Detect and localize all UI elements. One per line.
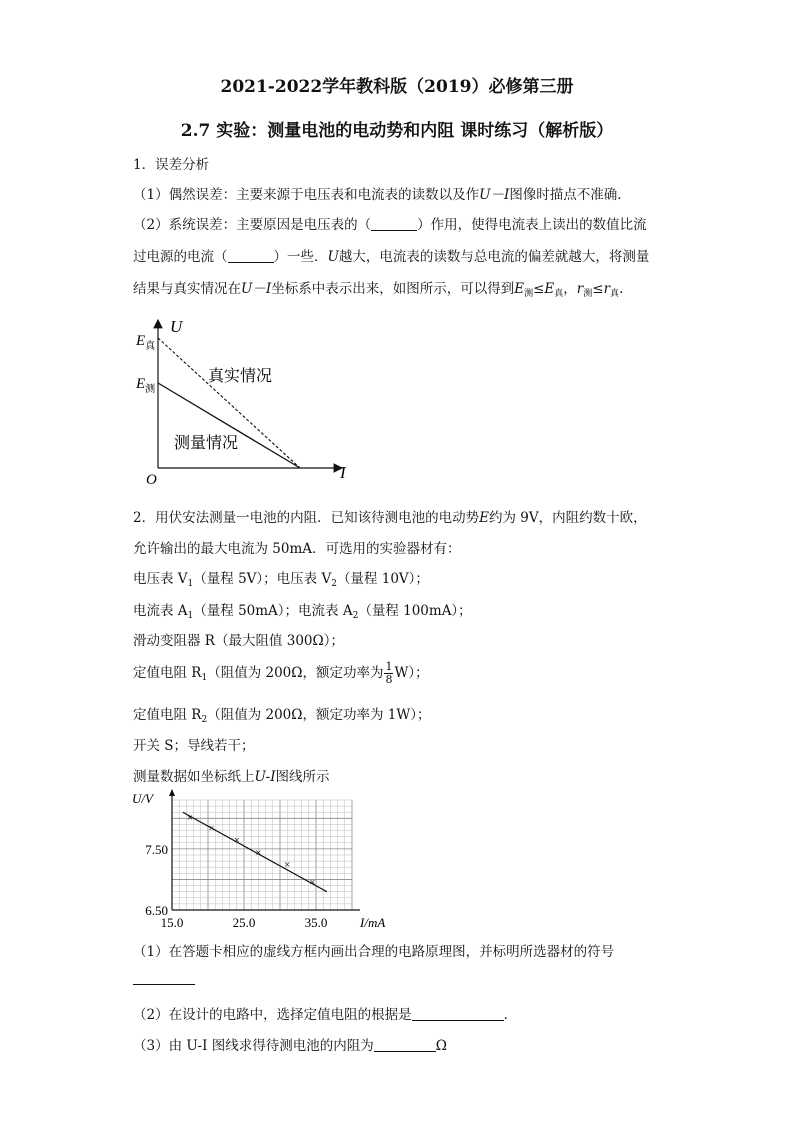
answer-blank-2[interactable] — [228, 248, 274, 263]
rel-op-1: ≤ — [533, 281, 545, 297]
q1-p1-tail: 图像时描点不准确． — [509, 187, 631, 203]
rel-sub-2: 真 — [554, 289, 564, 299]
ammeter-line: 电流表 $A_1$（量程 50mA）；电流表 $A_2$（量程 100mA）； — [133, 603, 472, 621]
rel-sym-2: E — [544, 281, 555, 297]
measured-case-label: 测量情况 — [174, 433, 239, 452]
ui-data-chart — [120, 788, 410, 936]
e-true-label: $E_真$ — [136, 333, 156, 352]
data-point: × — [309, 876, 316, 889]
q1-para-3 — [133, 245, 649, 265]
true-case-label: 真实情况 — [208, 366, 273, 385]
q1-para-4 — [133, 277, 623, 299]
rel-sub-1: 测 — [524, 289, 534, 299]
rel-sub-3: 测 — [583, 289, 593, 299]
q2-line1-a: 2．用伏安法测量一电池的内阻．已知该待测电池的电动势 — [133, 510, 480, 526]
q2-line2: 允许输出的最大电流为 50mA．可选用的实验器材有： — [133, 541, 461, 557]
x-tick-label: 25.0 — [232, 915, 256, 930]
q2-line1-b: 约为 9V，内阻约数十欧， — [488, 510, 647, 526]
y-axis-arrow — [169, 789, 175, 796]
rel-comma: ， — [563, 281, 577, 297]
rel-sym-4: r — [603, 281, 611, 297]
resistor-r2-line: 定值电阻 $R_2$（阻值为 200Ω，额定功率为 1W）； — [133, 707, 431, 725]
q1-p2-a: （2）系统误差：主要原因是电压表的（ — [133, 217, 372, 233]
q1-p1-var: U－I — [479, 187, 510, 203]
q1-heading: 1．误差分析 — [133, 157, 210, 173]
q1-p2-b: ）作用，使得电流表上读出的数值比流 — [417, 217, 647, 233]
x-tick-label: 35.0 — [304, 915, 328, 930]
ui-comparison-figure — [120, 308, 360, 488]
q2-line1 — [133, 506, 647, 526]
graph-intro: 测量数据如坐标纸上U-I图线所示 — [133, 769, 330, 785]
measured-line — [158, 383, 300, 468]
rheostat-line: 滑动变阻器 R（最大阻值 300Ω）； — [133, 633, 344, 649]
y-tick-label: 6.50 — [145, 903, 168, 918]
sub-question-3: （3）由 U-I 图线求得待测电池的内阻为 Ω — [133, 1038, 447, 1054]
y-tick-label: 7.50 — [145, 841, 168, 857]
q1-p3-var: U — [327, 249, 339, 265]
answer-blank-circuit[interactable] — [133, 984, 195, 985]
rel-sub-4: 真 — [610, 289, 620, 299]
power-fraction: $\frac{1}{8}$ — [385, 660, 393, 686]
x-tick-label: 15.0 — [160, 915, 184, 930]
q1-p3-a: 过电源的电流（ — [133, 249, 228, 265]
rel-op-2: ≤ — [592, 281, 604, 297]
chart-labels — [132, 791, 385, 930]
q1-para-2 — [133, 213, 647, 233]
rel-sym-1: E — [514, 281, 525, 297]
data-point: × — [284, 859, 291, 872]
q1-p3-b: ）一些． — [273, 249, 328, 265]
voltmeter-line: 电压表 $V_1$（量程 5V）；电压表 $V_2$（量程 10V）； — [133, 571, 429, 589]
doc-title-line1: 2021-2022学年教科版（2019）必修第三册 — [220, 77, 574, 97]
q1-p4-a: 结果与真实情况在 — [133, 281, 241, 297]
answer-blank-4[interactable] — [374, 1037, 436, 1052]
answer-blank-3[interactable] — [412, 1006, 504, 1021]
q1-p3-c: 越大，电流表的读数与总电流的偏差就越大，将测量 — [338, 249, 650, 265]
data-point: × — [186, 812, 194, 825]
rel-end: . — [619, 281, 624, 297]
sub-question-1: （1）在答题卡相应的虚线方框内画出合理的电路原理图，并标明所选器材的符号 — [133, 944, 615, 960]
doc-title-line2: 2.7 实验：测量电池的电动势和内阻 课时练习（解析版） — [180, 121, 614, 141]
q1-p4-var: U－I — [241, 281, 272, 297]
q1-p4-b: 坐标系中表示出来，如图所示，可以得到 — [271, 281, 515, 297]
rel-sym-3: r — [576, 281, 584, 297]
answer-blank-1[interactable] — [371, 216, 417, 231]
resistor-r1-line: 定值电阻 $R_1$（阻值为 200Ω，额定功率为 $\frac{1}{8}$ W）； — [133, 660, 429, 686]
q1-p1-text: （1）偶然误差：主要来源于电压表和电流表的读数以及作 — [133, 187, 480, 203]
switch-line: 开关 S；导线若干； — [133, 738, 255, 754]
fig1-origin: O — [146, 472, 157, 488]
e-measured-label: $E_测$ — [136, 376, 156, 395]
x-axis-label: I/mA — [360, 915, 386, 930]
q2-line1-var: E — [479, 510, 489, 526]
data-point: × — [255, 846, 262, 859]
fig1-u-label: U — [170, 317, 183, 336]
sub-question-2: （2）在设计的电路中，选择定值电阻的根据是 ． — [133, 1007, 518, 1023]
chart-grid — [172, 800, 352, 910]
y-axis-label: U/V — [132, 791, 153, 806]
q1-para-1 — [133, 183, 631, 203]
data-point: × — [233, 834, 240, 847]
data-point: × — [208, 822, 215, 835]
fig1-i-label: I — [340, 463, 346, 482]
